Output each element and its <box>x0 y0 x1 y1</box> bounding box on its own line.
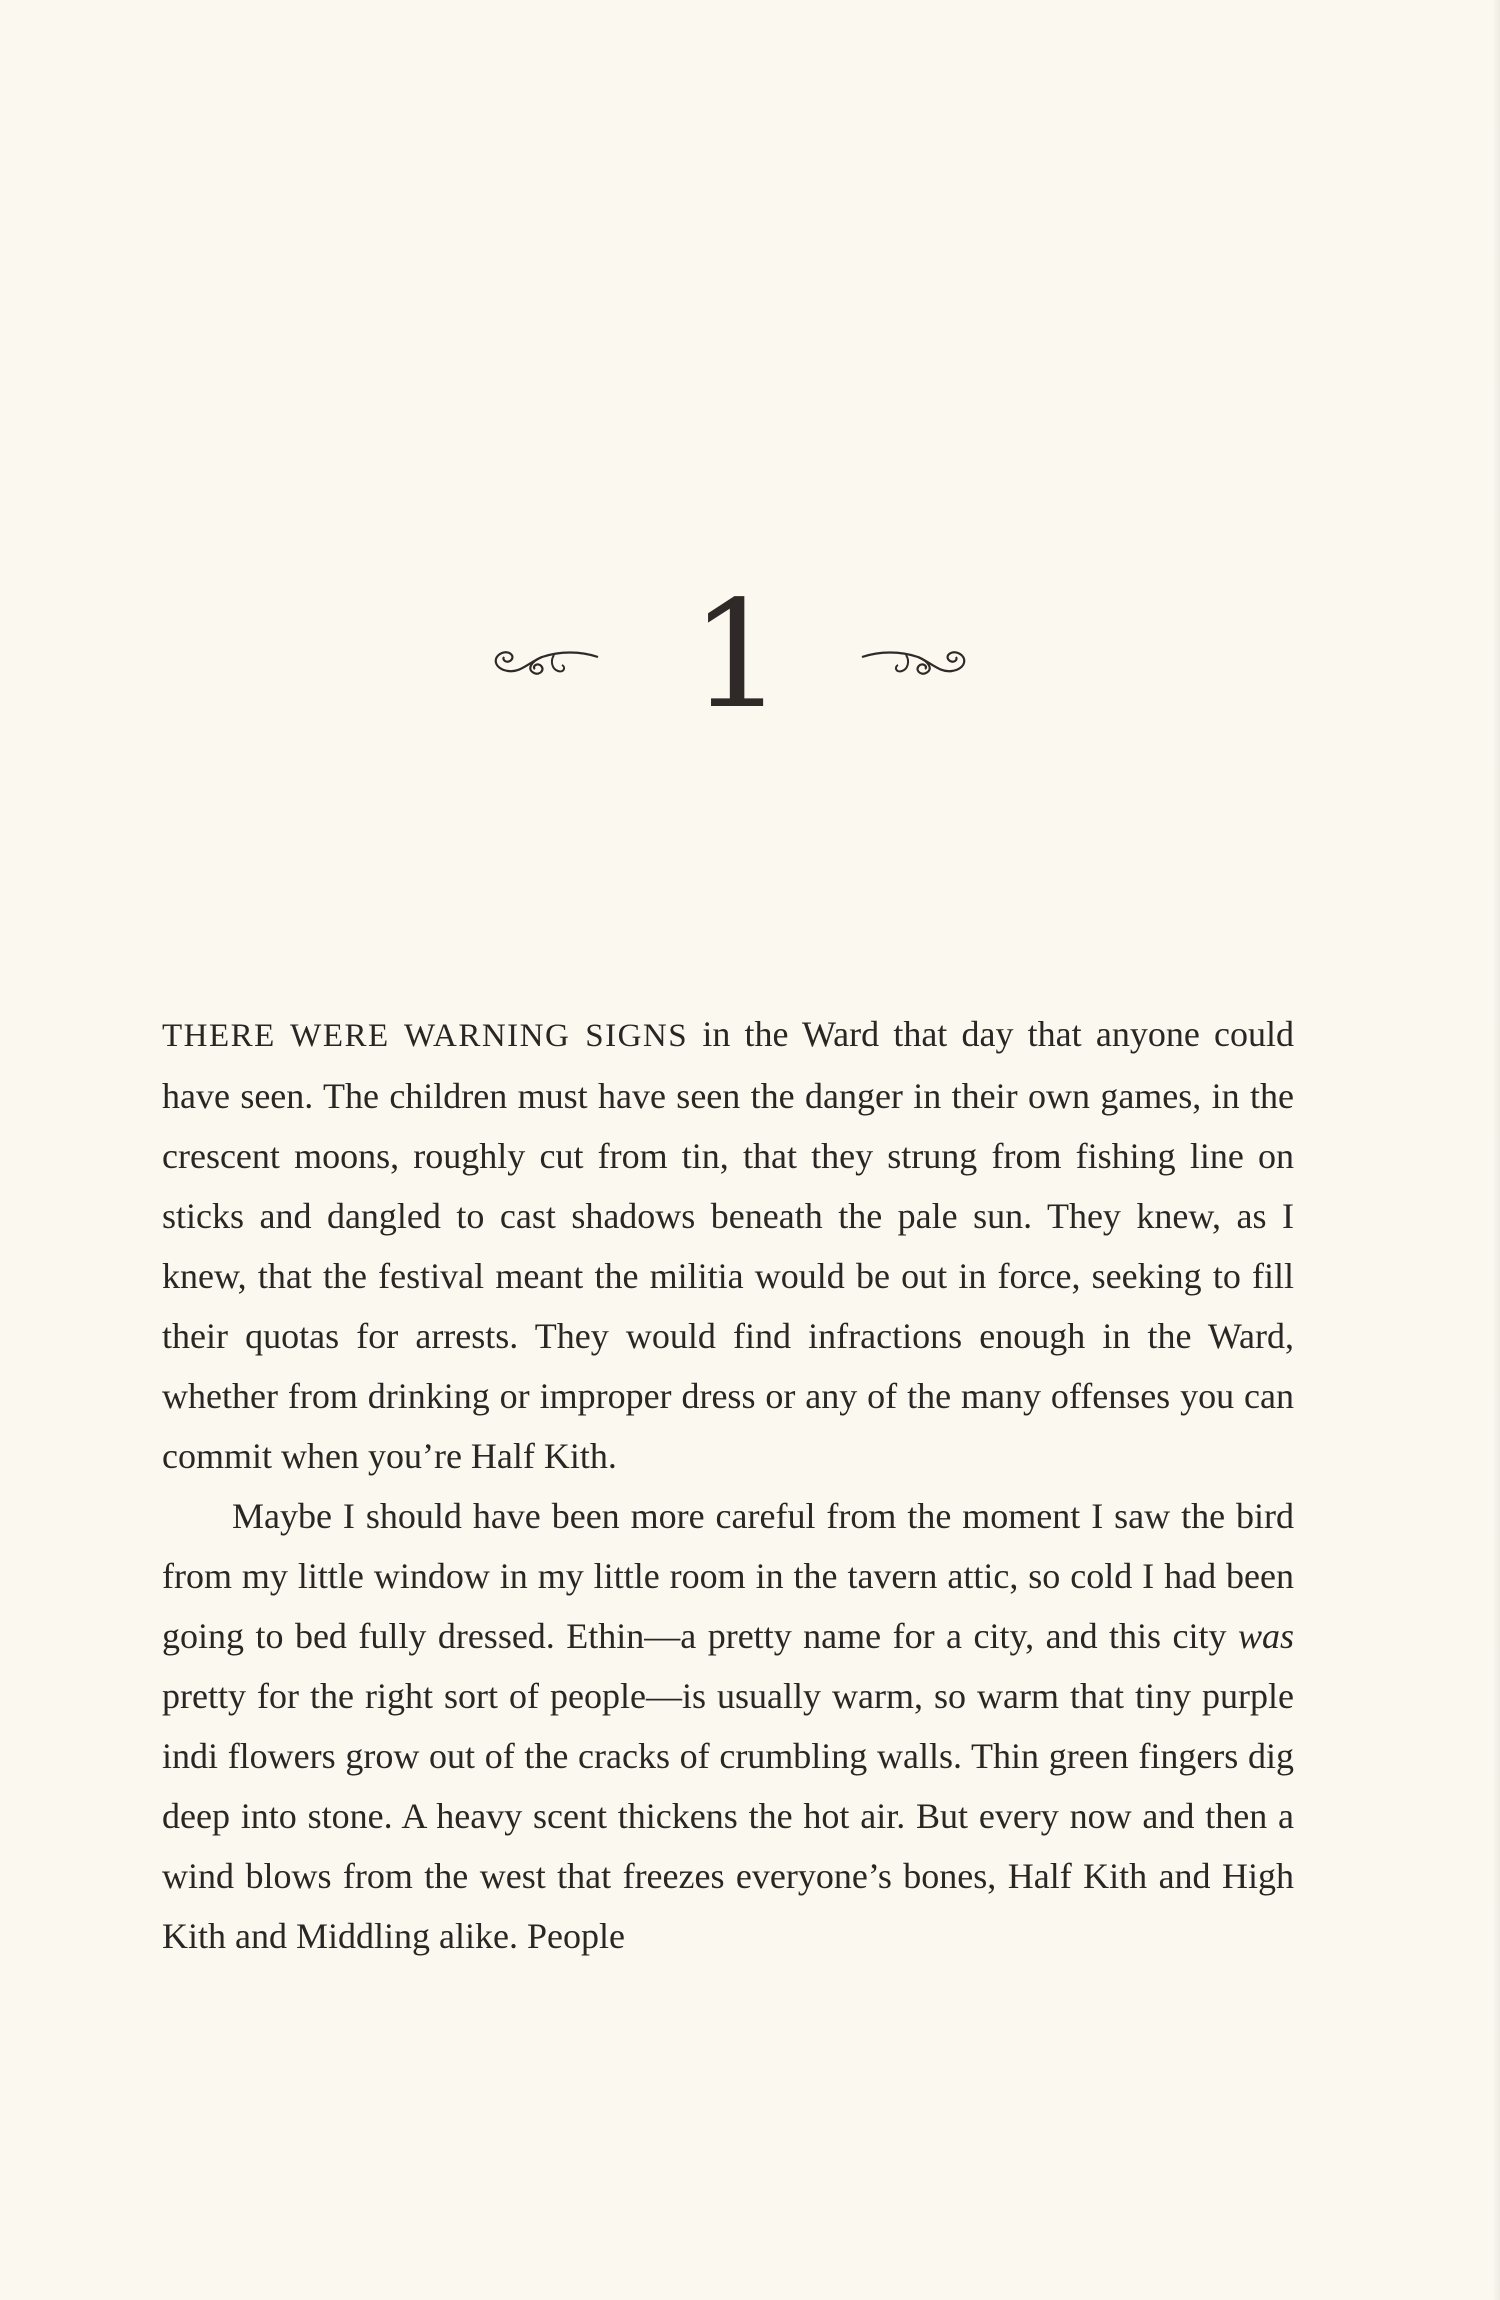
italic-word: was <box>1237 1616 1294 1656</box>
lead-in-smallcaps: THERE WERE WARNING SIGNS <box>162 1018 689 1054</box>
chapter-body-text <box>162 1004 1294 1966</box>
paragraph-text: Maybe I should have been more careful from the moment I saw the bird from my little window in my little room in the tavern attic, so cold I had been going to bed fully dressed. Ethin—a pretty name for a city, and this city <box>162 1496 1294 1656</box>
chapter-heading <box>0 569 1500 741</box>
right-flourish-ornament <box>860 635 980 685</box>
paragraph <box>162 1004 1294 1486</box>
paragraph <box>162 1486 1294 1966</box>
paragraph-text: in the Ward that day that anyone could have seen. The children must have seen the danger in their own games, in the crescent moons, roughly cut from tin, that they strung from fishing line on sticks and dangled to cast shadows beneath the pale sun. They knew, as I knew, that the festival meant the militia would be out in force, seeking to fill their quotas for arrests. They would find infractions enough in the Ward, whether from drinking or improper dress or any of the many offenses you can commit when you’re Half Kith. <box>162 1014 1294 1476</box>
left-flourish-ornament <box>480 635 600 685</box>
paragraph-text: pretty for the right sort of people—is usually warm, so warm that tiny purple indi flowers grow out of the cracks of crumbling walls. Thin green fingers dig deep into stone. A heavy scent thickens the hot air. But every now and then a wind blows from the west that freezes everyone’s bones, Half Kith and High Kith and Middling alike. People <box>162 1676 1294 1956</box>
page-edge <box>1492 0 1500 2300</box>
chapter-number: 1 <box>690 569 785 741</box>
